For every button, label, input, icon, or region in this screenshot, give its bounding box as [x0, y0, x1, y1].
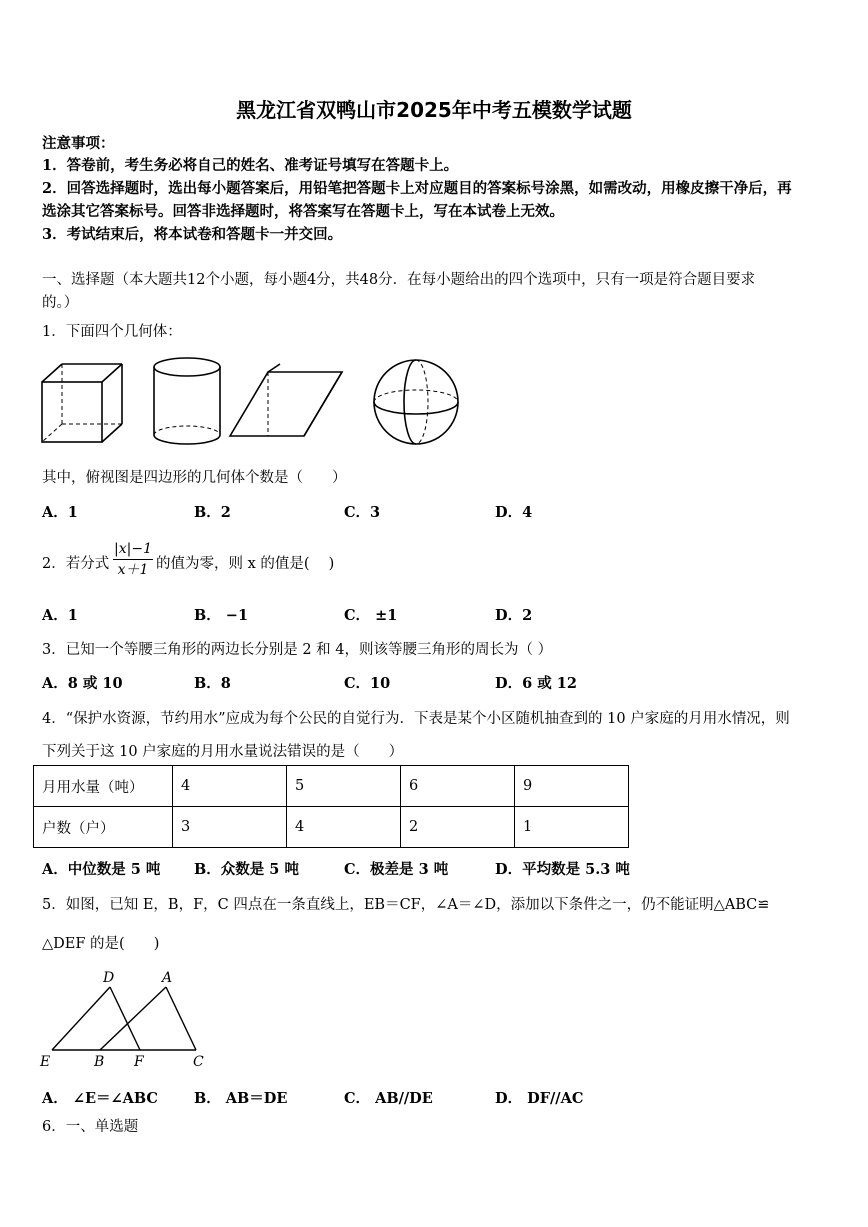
q2-option-d[interactable]: D．2: [495, 607, 533, 624]
q4-stem-line2: 下列关于这 10 户家庭的月用水量说法错误的是（ ）: [42, 744, 404, 760]
q2-fraction: [113, 540, 153, 579]
q3-stem: 3．已知一个等腰三角形的两边长分别是 2 和 4，则该等腰三角形的周长为（ ）: [42, 642, 553, 658]
table-row: [34, 766, 629, 807]
q2-numerator: |x|−1: [114, 541, 152, 557]
table-cell: 户数（户）: [34, 807, 173, 848]
q5-option-d[interactable]: D． DF//AC: [495, 1090, 584, 1107]
section-heading-cont: 的。）: [42, 295, 79, 311]
q3-option-d[interactable]: D．6 或 12: [495, 675, 577, 692]
q1-option-b[interactable]: B．2: [194, 504, 231, 521]
label-a: A: [162, 970, 173, 986]
q4-option-c[interactable]: C．极差是 3 吨: [344, 861, 449, 878]
table-row: [34, 807, 629, 848]
section-heading: 一、选择题（本大题共12个小题，每小题4分，共48分．在每小题给出的四个选项中，只有一项是符合题目要求: [42, 272, 756, 288]
table-cell: 月用水量（吨）: [34, 766, 173, 807]
q3-option-c[interactable]: C．10: [344, 675, 391, 692]
q2-option-a[interactable]: A．1: [42, 607, 78, 624]
q1-option-d[interactable]: D．4: [495, 504, 533, 521]
q2-denominator: x＋1: [117, 562, 149, 578]
q4-stem-line1: 4．“保护水资源，节约用水”应成为每个公民的自觉行为．下表是某个小区随机抽查到的 10 户家庭的月用水情况，则: [42, 711, 790, 727]
table-cell: 9: [515, 766, 629, 807]
table-cell: 2: [401, 807, 515, 848]
q3-option-b[interactable]: B．8: [194, 675, 231, 692]
q1-stem: 1．下面四个几何体：: [42, 324, 182, 340]
label-d: D: [103, 970, 115, 986]
q1-question: 其中，俯视图是四边形的几何体个数是（ ）: [42, 470, 347, 486]
q5-option-a[interactable]: A． ∠E＝∠ABC: [42, 1090, 158, 1107]
table-cell: 4: [173, 766, 287, 807]
q1-solids-figure: [36, 352, 466, 452]
q6-stem: 6．一、单选题: [42, 1119, 139, 1135]
notice-item: 1．答卷前，考生务必将自己的姓名、准考证号填写在答题卡上。: [42, 157, 459, 174]
label-b: B: [94, 1054, 105, 1070]
sphere-shape: [374, 360, 458, 444]
q4-option-b[interactable]: B．众数是 5 吨: [194, 861, 299, 878]
notice-item: 3．考试结束后，将本试卷和答题卡一并交回。: [42, 226, 343, 243]
label-f: F: [134, 1054, 144, 1070]
q5-stem-line1: 5．如图，已知 E，B，F，C 四点在一条直线上，EB＝CF，∠A＝∠D，添加以下条件之一，仍不能证明△ABC≌: [42, 897, 770, 913]
cylinder-shape: [154, 358, 220, 444]
notice-item: 2．回答选择题时，选出每小题答案后，用铅笔把答题卡上对应题目的答案标号涂黑，如需改动，用橡皮擦干净后，再: [42, 180, 792, 197]
water-usage-table: [33, 765, 629, 848]
q2-suffix: 的值为零，则 x 的值是( ): [156, 556, 335, 572]
notice-item: 选涂其它答案标号。回答非选择题时，将答案写在答题卡上，写在本试卷上无效。: [42, 203, 564, 220]
table-cell: 6: [401, 766, 515, 807]
q1-option-a[interactable]: A．1: [42, 504, 78, 521]
label-c: C: [193, 1054, 204, 1070]
table-cell: 3: [173, 807, 287, 848]
table-cell: 5: [287, 766, 401, 807]
q5-stem-line2: △DEF 的是( ): [42, 936, 160, 952]
q1-option-c[interactable]: C．3: [344, 504, 381, 521]
prism-shape: [230, 364, 342, 436]
table-cell: 4: [287, 807, 401, 848]
q2-option-b[interactable]: B． −1: [194, 607, 249, 624]
q3-option-a[interactable]: A．8 或 10: [42, 675, 123, 692]
q2-prefix: 2．若分式: [42, 556, 110, 572]
q5-option-c[interactable]: C． AB//DE: [344, 1090, 433, 1107]
table-cell: 1: [515, 807, 629, 848]
label-e: E: [40, 1054, 51, 1070]
cube-shape: [42, 364, 122, 442]
q5-option-b[interactable]: B． AB＝DE: [194, 1090, 288, 1107]
q2-option-c[interactable]: C． ±1: [344, 607, 398, 624]
q4-option-a[interactable]: A．中位数是 5 吨: [42, 861, 161, 878]
notice-heading: 注意事项：: [42, 135, 115, 152]
page-title: 黑龙江省双鸭山市2025年中考五模数学试题: [236, 98, 632, 122]
q4-option-d[interactable]: D．平均数是 5.3 吨: [495, 861, 630, 878]
q5-triangles-figure: [36, 966, 216, 1072]
